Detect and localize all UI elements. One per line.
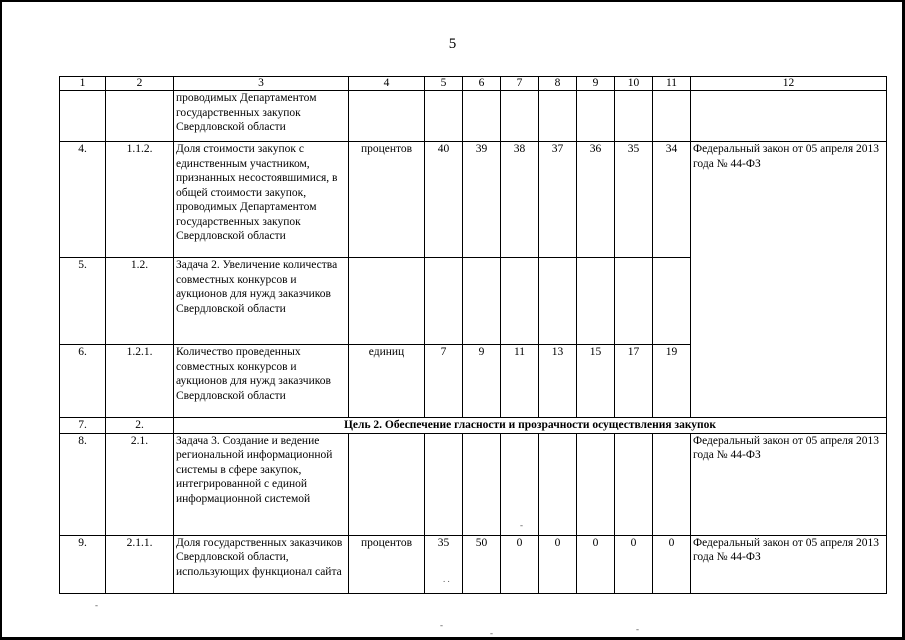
table-row (60, 91, 887, 142)
value-cell (463, 258, 501, 345)
value-cell: 0 (653, 535, 691, 593)
row-unit (349, 91, 425, 142)
value-cell (653, 91, 691, 142)
value-cell (653, 258, 691, 345)
table-header-row (60, 77, 887, 91)
value-cell (463, 433, 501, 535)
value-cell (577, 258, 615, 345)
value-cell: 0 (539, 535, 577, 593)
value-cell: 35 (425, 535, 463, 593)
table-row (60, 535, 887, 593)
row-number: 7. (60, 418, 106, 434)
value-cell (425, 91, 463, 142)
page-number: 5 (448, 36, 457, 52)
header-cell: 1 (60, 77, 106, 91)
row-number: 8. (60, 433, 106, 535)
table-row (60, 433, 887, 535)
value-cell: 9 (463, 345, 501, 418)
row-code (106, 91, 174, 142)
indicators-table (59, 76, 887, 594)
value-cell (653, 433, 691, 535)
goal-title: Цель 2. Обеспечение гласности и прозрачности осуществления закупок (174, 418, 887, 434)
row-name: Количество проведенных совместных конкурсов и аукционов для нужд заказчиков Свердловской области (174, 345, 349, 418)
value-cell: 37 (539, 142, 577, 258)
scan-speck: - (490, 628, 493, 638)
row-number: 9. (60, 535, 106, 593)
header-cell: 8 (539, 77, 577, 91)
row-number: 6. (60, 345, 106, 418)
value-cell (425, 258, 463, 345)
header-cell: 6 (463, 77, 501, 91)
header-cell: 9 (577, 77, 615, 91)
row-basis: Федеральный закон от 05 апреля 2013 года № 44-ФЗ (691, 535, 887, 593)
value-cell: 19 (653, 345, 691, 418)
value-cell (539, 433, 577, 535)
row-code: 2. (106, 418, 174, 434)
row-code: 2.1.1. (106, 535, 174, 593)
header-cell: 3 (174, 77, 349, 91)
value-cell (539, 91, 577, 142)
scan-speck: - (95, 600, 98, 610)
row-unit: процентов (349, 535, 425, 593)
row-code: 2.1. (106, 433, 174, 535)
scan-speck: - (440, 620, 443, 630)
header-cell: 2 (106, 77, 174, 91)
row-basis (691, 91, 887, 142)
value-cell (539, 258, 577, 345)
header-cell: 4 (349, 77, 425, 91)
value-cell: 39 (463, 142, 501, 258)
scan-speck: . . (443, 574, 450, 584)
header-cell: 7 (501, 77, 539, 91)
row-name: Задача 2. Увеличение количества совместных конкурсов и аукционов для нужд заказчиков Свердловской области (174, 258, 349, 345)
value-cell: 34 (653, 142, 691, 258)
value-cell: 0 (501, 535, 539, 593)
row-name: Задача 3. Создание и ведение региональной информационной системы в сфере закупок, интегрированной с единой информационной системой (174, 433, 349, 535)
value-cell: 40 (425, 142, 463, 258)
header-cell: 10 (615, 77, 653, 91)
row-unit: процентов (349, 142, 425, 258)
value-cell (425, 433, 463, 535)
row-unit: единиц (349, 345, 425, 418)
value-cell (615, 91, 653, 142)
value-cell: 38 (501, 142, 539, 258)
header-cell: 11 (653, 77, 691, 91)
value-cell: 50 (463, 535, 501, 593)
value-cell (501, 91, 539, 142)
value-cell: 17 (615, 345, 653, 418)
row-unit (349, 258, 425, 345)
value-cell: 0 (577, 535, 615, 593)
row-code: 1.2.1. (106, 345, 174, 418)
row-unit (349, 433, 425, 535)
goal-row (60, 418, 887, 434)
table-row (60, 142, 887, 258)
row-code: 1.2. (106, 258, 174, 345)
value-cell (577, 433, 615, 535)
header-cell: 5 (425, 77, 463, 91)
row-name: Доля стоимости закупок с единственным участником, признанных несостоявшимися, в общей стоимости закупок, проводимых Департаментом государственных закупок Свердловской области (174, 142, 349, 258)
value-cell: 15 (577, 345, 615, 418)
value-cell (615, 258, 653, 345)
row-code: 1.1.2. (106, 142, 174, 258)
value-cell: 35 (615, 142, 653, 258)
value-cell: 13 (539, 345, 577, 418)
scan-speck: - (636, 624, 639, 634)
value-cell (577, 91, 615, 142)
row-basis: Федеральный закон от 05 апреля 2013 года № 44-ФЗ (691, 142, 887, 418)
row-number (60, 91, 106, 142)
row-name: Доля государственных заказчиков Свердловской области, использующих функционал сайта (174, 535, 349, 593)
row-number: 5. (60, 258, 106, 345)
scan-speck: - (520, 520, 523, 530)
row-number: 4. (60, 142, 106, 258)
row-basis: Федеральный закон от 05 апреля 2013 года № 44-ФЗ (691, 433, 887, 535)
value-cell: 11 (501, 345, 539, 418)
header-cell: 12 (691, 77, 887, 91)
value-cell (615, 433, 653, 535)
value-cell: 7 (425, 345, 463, 418)
value-cell: 36 (577, 142, 615, 258)
value-cell: 0 (615, 535, 653, 593)
value-cell (463, 91, 501, 142)
row-name: проводимых Департаментом государственных закупок Свердловской области (174, 91, 349, 142)
value-cell (501, 258, 539, 345)
